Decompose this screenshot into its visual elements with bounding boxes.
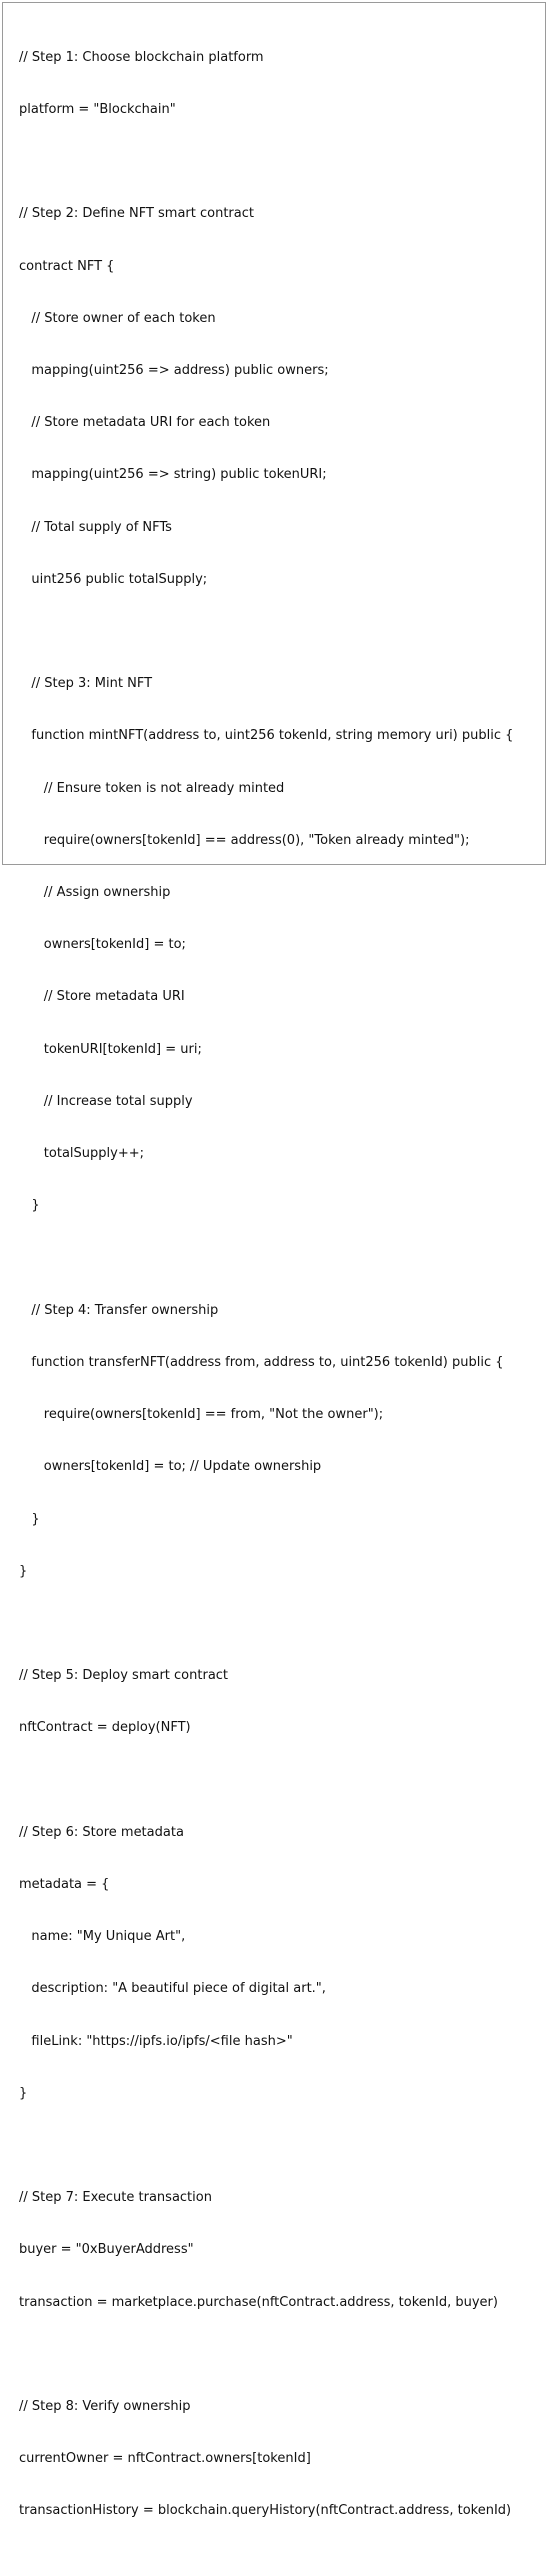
code-line: function transferNFT(address from, address to, uint256 tokenId) public { bbox=[19, 1354, 504, 1370]
code-line: // Ensure token is not already minted bbox=[19, 780, 285, 796]
blank-line bbox=[19, 153, 513, 170]
code-line: // Assign ownership bbox=[19, 885, 171, 901]
code-line: platform = "Blockchain" bbox=[19, 102, 176, 118]
blank-line bbox=[19, 1615, 513, 1632]
code-line: // Step 6: Store metadata bbox=[19, 1824, 184, 1840]
code-line: // Store metadata URI bbox=[19, 989, 185, 1005]
code-line: // Increase total supply bbox=[19, 1093, 193, 1109]
code-line: // Step 5: Deploy smart contract bbox=[19, 1668, 229, 1684]
code-line: transactionHistory = blockchain.queryHistory(nftContract.address, tokenId) bbox=[19, 2503, 512, 2519]
code-listing bbox=[19, 14, 513, 2555]
code-line: fileLink: "https://ipfs.io/ipfs/<file hash>" bbox=[19, 2033, 293, 2049]
code-line: // Step 3: Mint NFT bbox=[19, 676, 153, 692]
code-line: metadata = { bbox=[19, 1876, 110, 1892]
code-line: owners[tokenId] = to; // Update ownership bbox=[19, 1459, 322, 1475]
blank-line bbox=[19, 2137, 513, 2154]
code-line: // Store metadata URI for each token bbox=[19, 415, 271, 431]
code-line: mapping(uint256 => address) public owners; bbox=[19, 363, 329, 379]
code-line: currentOwner = nftContract.owners[tokenId] bbox=[19, 2451, 311, 2467]
blank-line bbox=[19, 623, 513, 640]
code-line: owners[tokenId] = to; bbox=[19, 937, 186, 953]
code-line: // Store owner of each token bbox=[19, 310, 216, 326]
code-line: description: "A beautiful piece of digital art.", bbox=[19, 1981, 326, 1997]
code-line: uint256 public totalSupply; bbox=[19, 571, 208, 587]
blank-line bbox=[19, 1249, 513, 1266]
code-line: // Step 1: Choose blockchain platform bbox=[19, 49, 264, 65]
code-frame bbox=[2, 2, 546, 2519]
code-line: // Step 8: Verify ownership bbox=[19, 2398, 191, 2414]
code-line: function mintNFT(address to, uint256 tokenId, string memory uri) public { bbox=[19, 728, 514, 744]
code-line: name: "My Unique Art", bbox=[19, 1929, 186, 1945]
code-line: mapping(uint256 => string) public tokenURI; bbox=[19, 467, 327, 483]
code-line: tokenURI[tokenId] = uri; bbox=[19, 1041, 202, 1057]
code-line: } bbox=[19, 1198, 40, 1214]
code-line: nftContract = deploy(NFT) bbox=[19, 1720, 191, 1736]
code-line: transaction = marketplace.purchase(nftContract.address, tokenId, buyer) bbox=[19, 2294, 498, 2310]
blank-line bbox=[19, 2346, 513, 2363]
code-line: } bbox=[19, 2085, 28, 2101]
blank-line bbox=[19, 1772, 513, 1789]
code-line: } bbox=[19, 1563, 28, 1579]
code-line: // Step 2: Define NFT smart contract bbox=[19, 206, 254, 222]
code-line: contract NFT { bbox=[19, 258, 115, 274]
code-line: totalSupply++; bbox=[19, 1146, 144, 1162]
code-line: require(owners[tokenId] == address(0), "Token already minted"); bbox=[19, 832, 470, 848]
code-line: // Total supply of NFTs bbox=[19, 519, 172, 535]
code-line: // Step 7: Execute transaction bbox=[19, 2190, 212, 2206]
code-line: } bbox=[19, 1511, 40, 1527]
code-line: require(owners[tokenId] == from, "Not the owner"); bbox=[19, 1407, 384, 1423]
code-line: buyer = "0xBuyerAddress" bbox=[19, 2242, 194, 2258]
code-line: // Step 4: Transfer ownership bbox=[19, 1302, 219, 1318]
